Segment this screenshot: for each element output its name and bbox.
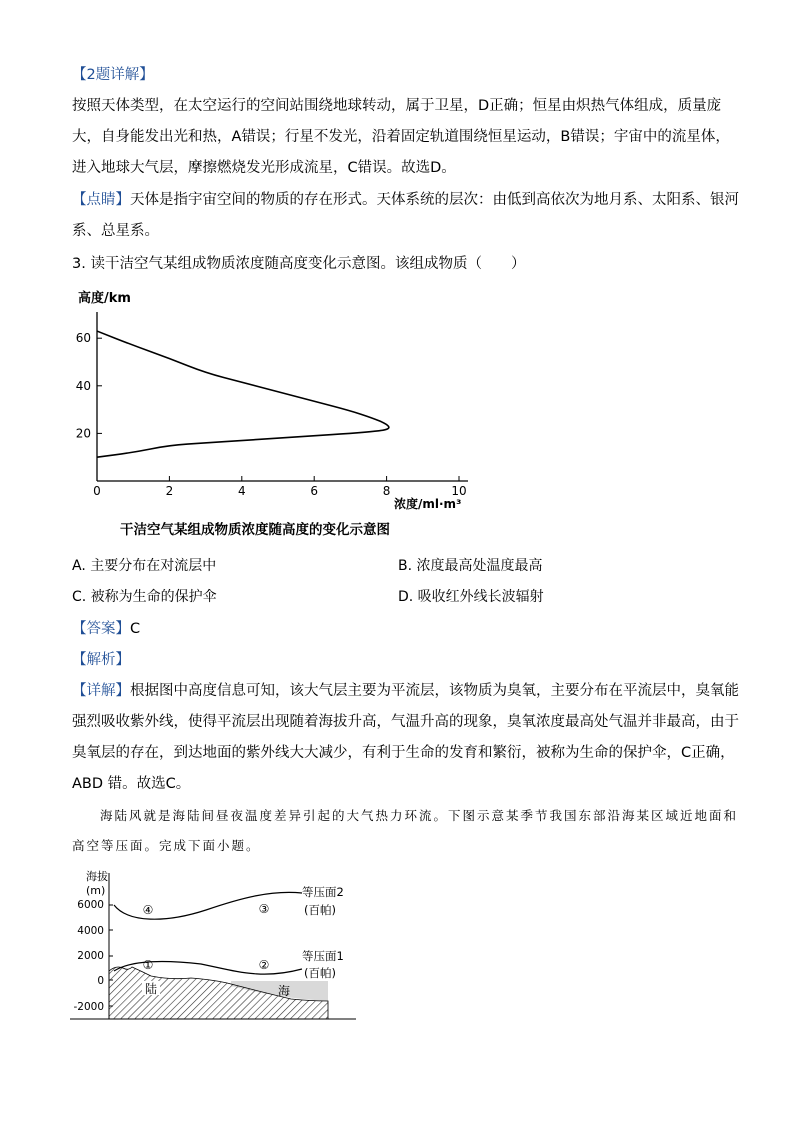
altitude-tick: -2000 (73, 1001, 104, 1013)
surface-1-label: 等压面1 (302, 949, 344, 963)
detail-line: 臭氧层的存在，到达地面的紫外线大大减少，有利于生命的发育和繁衍，被称为生命的保护伞，C正确， (72, 745, 735, 761)
detail-line: 强烈吸收紫外线，使得平流层出现随着海拔升高，气温升高的现象，臭氧浓度最高处气温并非最高，由于 (72, 714, 739, 730)
q2-heading: 【2题详解】 (72, 67, 154, 83)
x-tick-label: 4 (237, 484, 246, 498)
q2-explanation-line: 大，自身能发出光和热，A错误；行星不发光，沿着固定轨道围绕恒星运动，B错误；宇宙中的流星体， (72, 129, 730, 145)
x-tick-label: 0 (93, 484, 101, 498)
surface-1-unit: (百帕) (304, 966, 336, 980)
y-tick-label: 60 (75, 331, 91, 346)
point-3: ③ (258, 902, 270, 916)
analysis-label: 【解析】 (72, 652, 130, 668)
concentration-curve (97, 331, 389, 457)
isobaric-surface-diagram (66, 868, 366, 1028)
y-axis-label: 高度/km (78, 291, 131, 306)
altitude-tick: 2000 (77, 950, 104, 962)
answer-row (72, 619, 140, 639)
y-tick-label: 40 (75, 378, 91, 393)
x-tick-label: 8 (382, 484, 391, 498)
sea-label: 海 (277, 984, 291, 998)
x-tick-label: 2 (165, 484, 174, 498)
altitude-tick: 0 (97, 975, 104, 987)
detail-label: 【详解】 (72, 683, 130, 699)
ozone-concentration-chart (70, 285, 490, 515)
q3-number: 3. (72, 256, 86, 272)
x-axis-label: 浓度/ml·m³ (394, 497, 462, 511)
point-1: ① (142, 958, 154, 972)
altitude-tick: 4000 (77, 925, 104, 937)
q3-stem-text: 读干洁空气某组成物质浓度随高度变化示意图。该组成物质（ ） (90, 256, 526, 272)
option-d[interactable]: D. 吸收红外线长波辐射 (398, 589, 544, 605)
y-tick-label: 20 (75, 426, 91, 441)
answer-value: C (130, 621, 141, 637)
intro-line: 高空等压面。完成下面小题。 (72, 838, 261, 853)
altitude-label: 海拔 (86, 870, 108, 883)
detail-text: 根据图中高度信息可知，该大气层主要为平流层，该物质为臭氧，主要分布在平流层中，臭氧能 (130, 683, 739, 699)
x-tick-label: 10 (451, 484, 467, 498)
option-a[interactable]: A. 主要分布在对流层中 (72, 558, 217, 574)
x-tick-label: 6 (310, 484, 319, 498)
q2-explanation-line: 按照天体类型，在太空运行的空间站围绕地球转动，属于卫星，D正确；恒星由炽热气体组成，质量庞 (72, 98, 722, 114)
surface-2-label: 等压面2 (302, 885, 344, 899)
intro-line: 海陆风就是海陆间昼夜温度差异引起的大气热力环流。下图示意某季节我国东部沿海某区域近地面和 (100, 808, 739, 823)
option-c[interactable]: C. 被称为生命的保护伞 (72, 589, 217, 605)
detail-row (72, 681, 739, 701)
q2-explanation-line: 进入地球大气层，摩擦燃烧发光形成流星，C错误。故选D。 (72, 160, 456, 176)
answer-label: 【答案】 (72, 621, 130, 637)
q2-tip-line: 系、总星系。 (72, 223, 159, 239)
option-b[interactable]: B. 浓度最高处温度最高 (398, 558, 543, 574)
q3-stem (72, 254, 525, 274)
detail-line: ABD 错。故选C。 (72, 776, 191, 792)
tip-label: 【点睛】 (72, 192, 130, 208)
tip-text: 天体是指宇宙空间的物质的存在形式。天体系统的层次：由低到高依次为地月系、太阳系、银河 (130, 192, 739, 208)
q2-tip (72, 190, 739, 210)
point-2: ② (258, 958, 270, 972)
land-label: 陆 (144, 982, 158, 996)
point-4: ④ (142, 903, 154, 917)
chart-caption: 干洁空气某组成物质浓度随高度的变化示意图 (120, 522, 390, 538)
altitude-unit: (m) (86, 884, 106, 897)
surface-2-unit: (百帕) (304, 903, 336, 917)
altitude-tick: 6000 (77, 899, 104, 911)
